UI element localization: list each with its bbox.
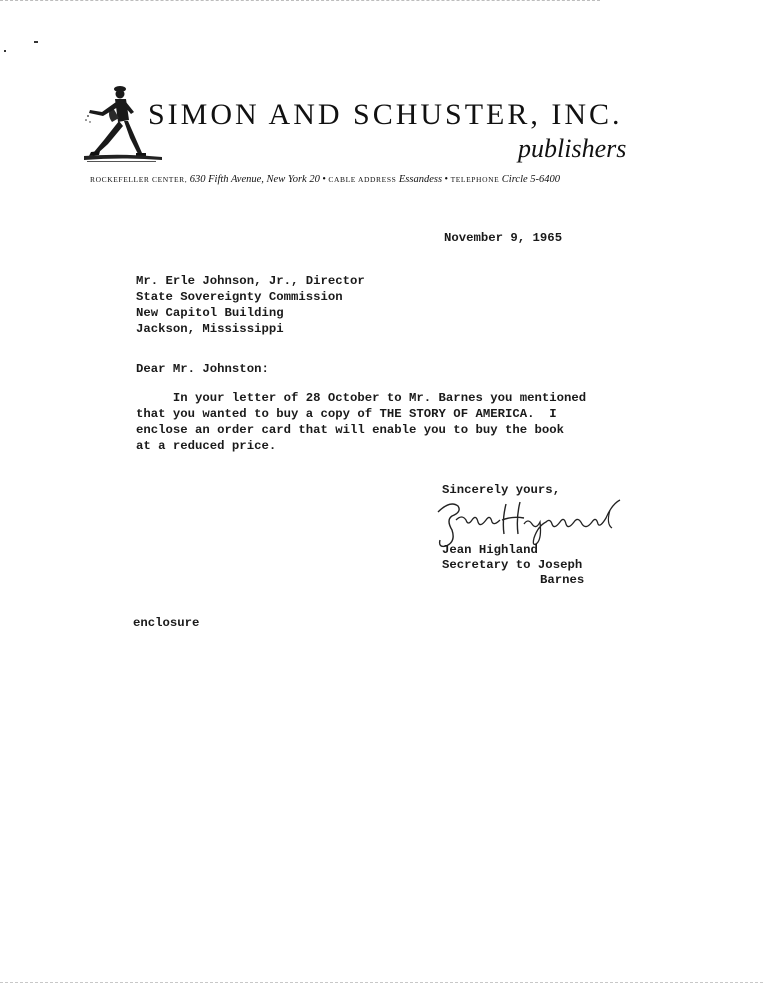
inside-address-line: Jackson, Mississippi: [136, 322, 284, 336]
body-line: In your letter of 28 October to Mr. Barnes you mentioned: [136, 391, 587, 405]
telephone-value: Circle 5-6400: [501, 174, 561, 185]
scan-speck: [34, 41, 38, 43]
letter-body: [136, 390, 586, 454]
handwritten-signature: [432, 496, 624, 548]
top-scan-edge: [0, 0, 600, 1]
address-street: 630 Fifth Avenue, New York 20: [189, 174, 320, 185]
inside-address: [136, 273, 365, 337]
company-name: SIMON AND SCHUSTER, INC.: [148, 98, 623, 131]
address-location-label: ROCKEFELLER CENTER,: [90, 175, 188, 184]
letter-date: November 9, 1965: [444, 231, 563, 245]
address-separator: •: [444, 174, 449, 185]
inside-address-line: Mr. Erle Johnson, Jr., Director: [136, 274, 365, 288]
complimentary-closing: Sincerely yours,: [442, 483, 561, 497]
bottom-scan-edge: [0, 982, 763, 983]
cable-address-value: Essandess: [398, 174, 443, 185]
signer-title: Secretary to Joseph: [442, 558, 583, 572]
signer-name: Jean Highland: [442, 543, 538, 557]
address-separator: •: [322, 174, 326, 185]
inside-address-line: New Capitol Building: [136, 306, 284, 320]
scan-speck: [4, 50, 6, 52]
signer-title-continued: Barnes: [540, 573, 585, 587]
enclosure-notation: enclosure: [133, 616, 200, 630]
cable-address-label: CABLE ADDRESS: [328, 175, 397, 184]
body-line: that you wanted to buy a copy of THE STORY OF AMERICA. I: [136, 407, 557, 421]
telephone-label: TELEPHONE: [450, 175, 500, 184]
inside-address-line: State Sovereignty Commission: [136, 290, 343, 304]
body-line: enclose an order card that will enable you to buy the book: [136, 423, 565, 437]
company-tagline: publishers: [518, 134, 627, 163]
salutation: Dear Mr. Johnston:: [136, 362, 269, 376]
letterhead-address: [90, 174, 560, 185]
body-line: at a reduced price.: [136, 439, 277, 453]
